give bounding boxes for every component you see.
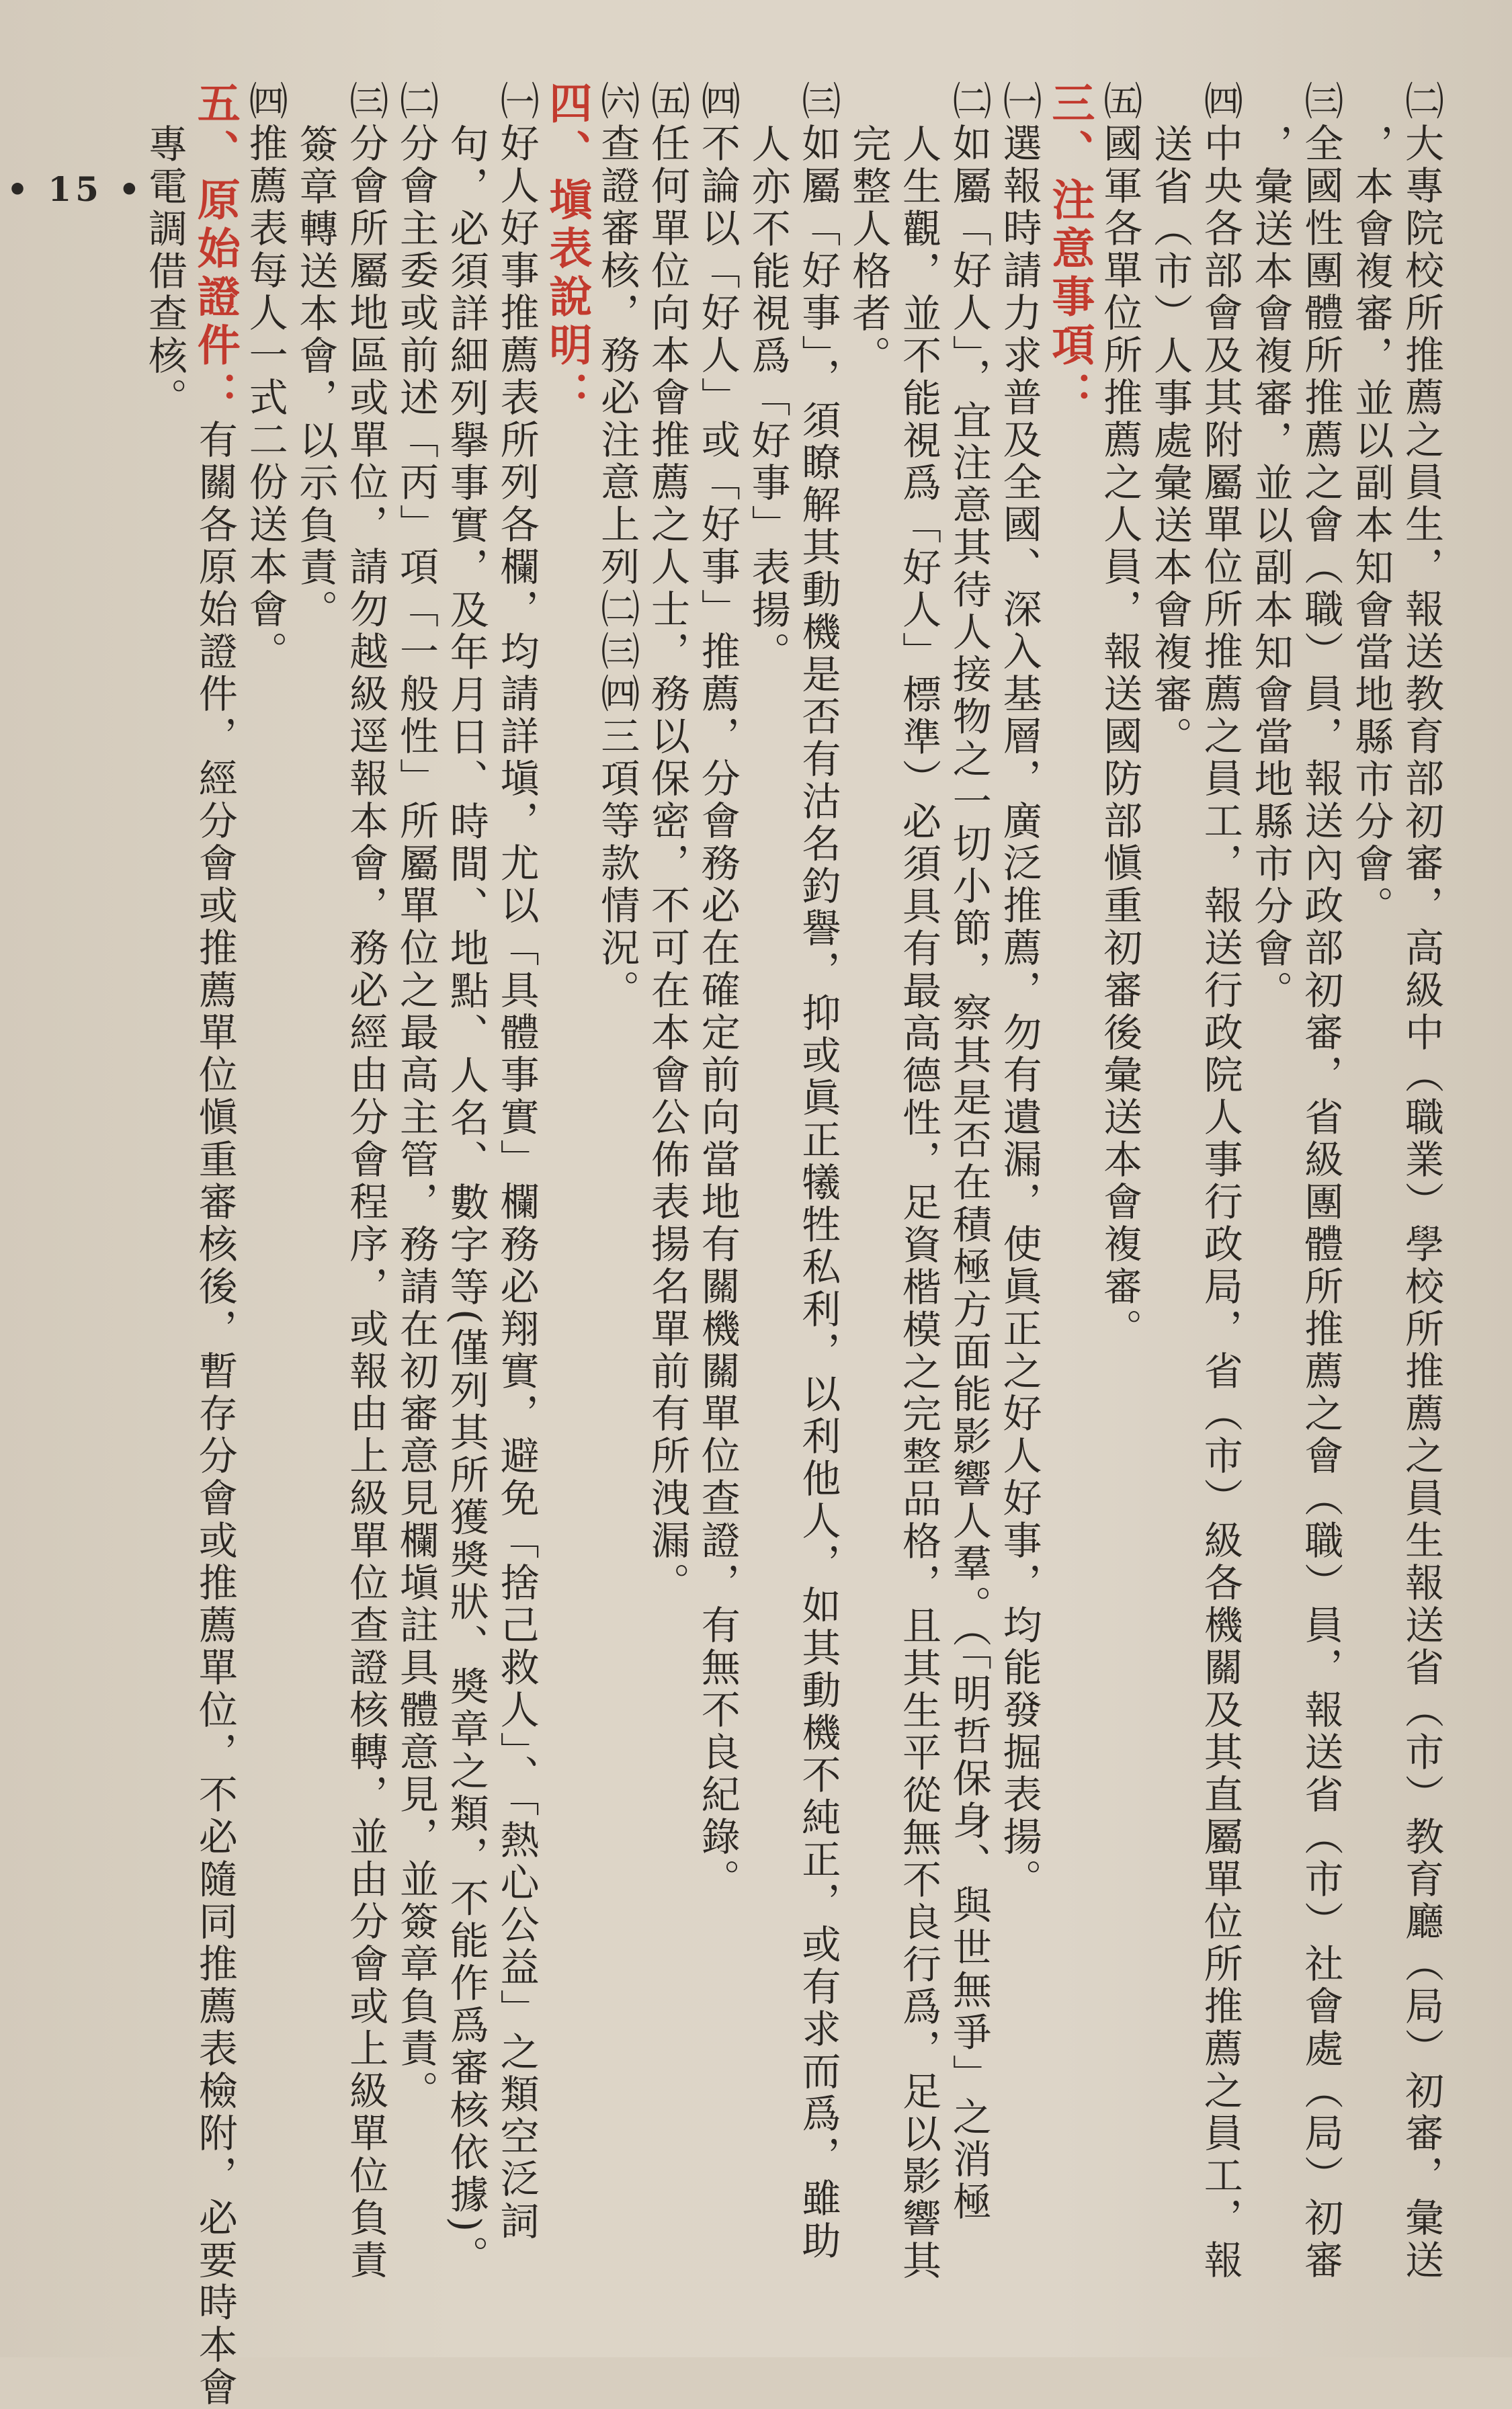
- text-column: ㈡大專院校所推薦之員生，報送教育部初審，高級中（職業）學校所推薦之員生報送省（市）教育廳（局）初審，彙送: [1398, 81, 1444, 2282]
- section-heading-body: 有關各原始證件，經分會或推薦單位愼重審核後，暫存分會或推薦單位，不必隨同推薦表檢附，必要時本會: [192, 419, 238, 2409]
- section-heading-title: 四、塡表說明：: [542, 81, 593, 419]
- text-column: ㈡如屬「好人」，宜注意其待人接物之一切小節，察其是否在積極方面能影響人羣。（「明哲保身、與世無爭」之消極: [946, 81, 992, 2224]
- text-column: ㈥查證審核，務必注意上列㈡㈢㈣三項等款情況。: [594, 81, 640, 1012]
- text-column: ，本會複審，並以副本知會當地縣市分會。: [1348, 124, 1394, 928]
- section-heading: [1044, 81, 1095, 2298]
- text-column: ㈢全國性團體所推薦之會（職）員，報送內政部初審，省級團體所推薦之會（職）員，報送省（市）社會處（局）初審: [1298, 81, 1344, 2282]
- text-column: 送省（市）人事處彙送本會複審。: [1147, 124, 1193, 759]
- section-heading: [541, 81, 592, 2298]
- text-column: ㈠好人好事推薦表所列各欄，均請詳塡，尤以「具體事實」欄務必翔實，避免「捨己救人」、「熱心公益」之類空泛詞: [493, 81, 540, 2243]
- text-column: ㈤任何單位向本會推薦之人士，務以保密，不可在本會公佈表揚名單前有所洩漏。: [644, 81, 690, 1605]
- text-column: ㈢如屬「好事」，須瞭解其動機是否有沽名釣譽，抑或眞正犧牲私利，以利他人，如其動機不純正，或有求而爲，雖助: [795, 81, 841, 2263]
- section-heading: [190, 81, 241, 2409]
- text-column: ㈣推薦表每人一式二份送本會。: [242, 81, 288, 673]
- text-column: 專電調借查核。: [142, 124, 187, 420]
- text-column: ㈣不論以「好人」或「好事」推薦，分會務必在確定前向當地有關機關單位查證，有無不良紀錄。: [694, 81, 741, 1901]
- text-column: ㈢分會所屬地區或單位，請勿越級逕報本會，務必經由分會程序，或報由上級單位查證核轉，並由分會或上級單位負責: [343, 81, 389, 2282]
- page-number: • 15 •: [7, 169, 144, 209]
- text-column: 句，必須詳細列擧事實，及年月日、時間、地點、人名、數字等(僅列其所獲奬狀、奬章之類，不能作爲審核依據)。: [443, 124, 489, 2278]
- text-column: 人生觀，並不能視爲「好人」標準）必須具有最高德性，足資楷模之完整品格，且其生平從無不良行爲，足以影響其: [896, 124, 941, 2283]
- text-column: ，彙送本會複審，並以副本知會當地縣市分會。: [1247, 124, 1294, 1013]
- text-column: ㈠選報時請力求普及全國、深入基層，廣泛推薦，勿有遺漏，使眞正之好人好事，均能發掘表揚。: [996, 81, 1042, 1901]
- section-heading-title: 三、注意事項：: [1044, 81, 1095, 419]
- text-column: 人亦不能視爲「好事」表揚。: [745, 124, 791, 674]
- text-column: 簽章轉送本會，以示負責。: [292, 124, 339, 632]
- section-heading-title: 五、原始證件：: [190, 81, 241, 419]
- text-column: 完整人格者。: [845, 124, 892, 378]
- text-column: ㈡分會主委或前述「丙」項「一般性」所屬單位之最高主管，務請在初審意見欄塡註具體意見，並簽章負責。: [393, 81, 439, 2113]
- text-column: ㈤國軍各單位所推薦之人員，報送國防部愼重初審後彙送本會複審。: [1097, 81, 1143, 1351]
- text-column: ㈣中央各部會及其附屬單位所推薦之員工，報送行政院人事行政局，省（市）級各機關及其直屬單位所推薦之員工，報: [1197, 81, 1243, 2282]
